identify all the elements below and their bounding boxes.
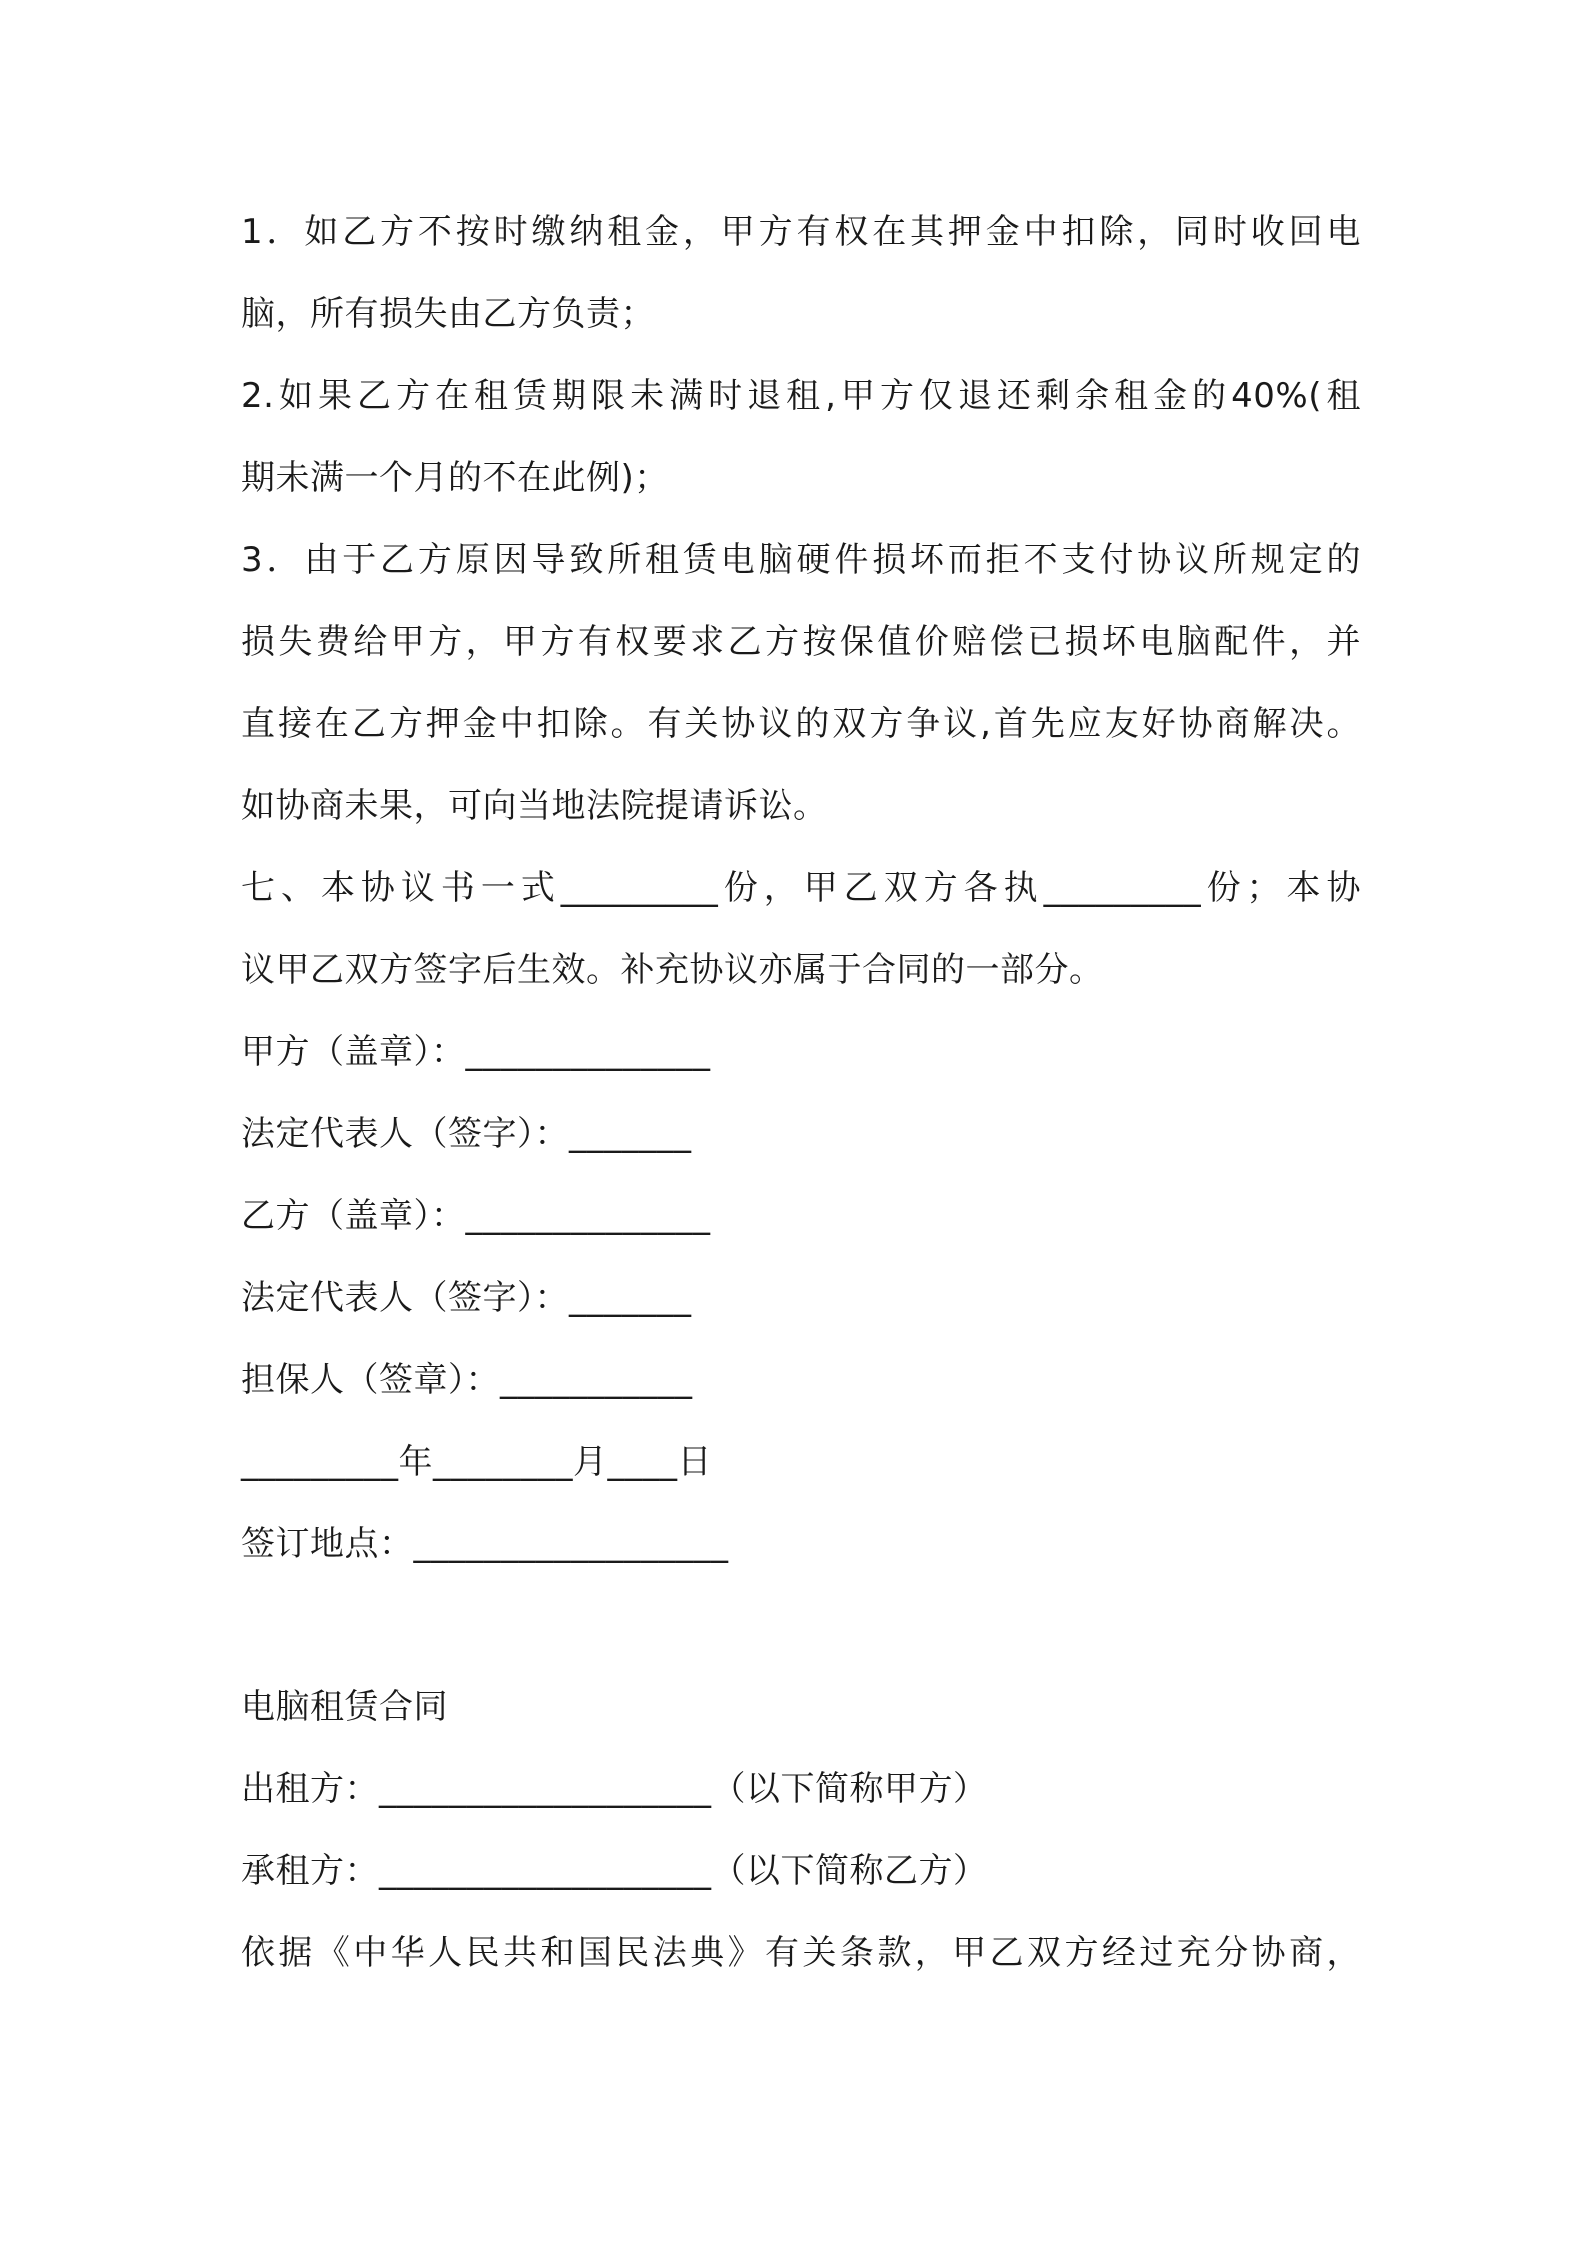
lessee-line: 承租方：___________________（以下简称乙方） xyxy=(241,1851,988,1891)
party-a-seal-line: 甲方（盖章）：______________ xyxy=(241,1032,711,1072)
date-line: _________年________月____日 xyxy=(241,1442,712,1482)
clause-2-line-1: 2.如果乙方在租赁期限未满时退租,甲方仅退还剩余租金的40%(租 xyxy=(241,376,1361,416)
signing-place-line: 签订地点：__________________ xyxy=(241,1524,729,1564)
contract-title: 电脑租赁合同 xyxy=(241,1687,448,1727)
clause-1-line-1: 1．如乙方不按时缴纳租金，甲方有权在其押金中扣除，同时收回电 xyxy=(241,212,1361,252)
clause-7-line-2: 议甲乙双方签字后生效。补充协议亦属于合同的一部分。 xyxy=(241,950,1104,990)
clause-3-line-2: 损失费给甲方，甲方有权要求乙方按保值价赔偿已损坏电脑配件，并 xyxy=(241,622,1361,662)
party-b-seal-line: 乙方（盖章）：______________ xyxy=(241,1196,711,1236)
party-a-representative-line: 法定代表人（签字）：_______ xyxy=(241,1114,692,1154)
clause-7-line-1: 七、本协议书一式_________份，甲乙双方各执_________份；本协 xyxy=(241,868,1361,908)
clause-3-line-3: 直接在乙方押金中扣除。有关协议的双方争议,首先应友好协商解决。 xyxy=(241,704,1361,744)
clause-3-line-1: 3．由于乙方原因导致所租赁电脑硬件损坏而拒不支付协议所规定的 xyxy=(241,540,1361,580)
guarantor-line: 担保人（签章）：___________ xyxy=(241,1360,693,1400)
clause-2-line-2: 期未满一个月的不在此例)； xyxy=(241,458,669,498)
lessor-line: 出租方：___________________（以下简称甲方） xyxy=(241,1769,988,1809)
party-b-representative-line: 法定代表人（签字）：_______ xyxy=(241,1278,692,1318)
contract-intro-line: 依据《中华人民共和国民法典》有关条款，甲乙双方经过充分协商， xyxy=(241,1933,1361,1973)
clause-1-line-2: 脑，所有损失由乙方负责； xyxy=(241,294,655,334)
clause-3-line-4: 如协商未果，可向当地法院提请诉讼。 xyxy=(241,786,828,826)
